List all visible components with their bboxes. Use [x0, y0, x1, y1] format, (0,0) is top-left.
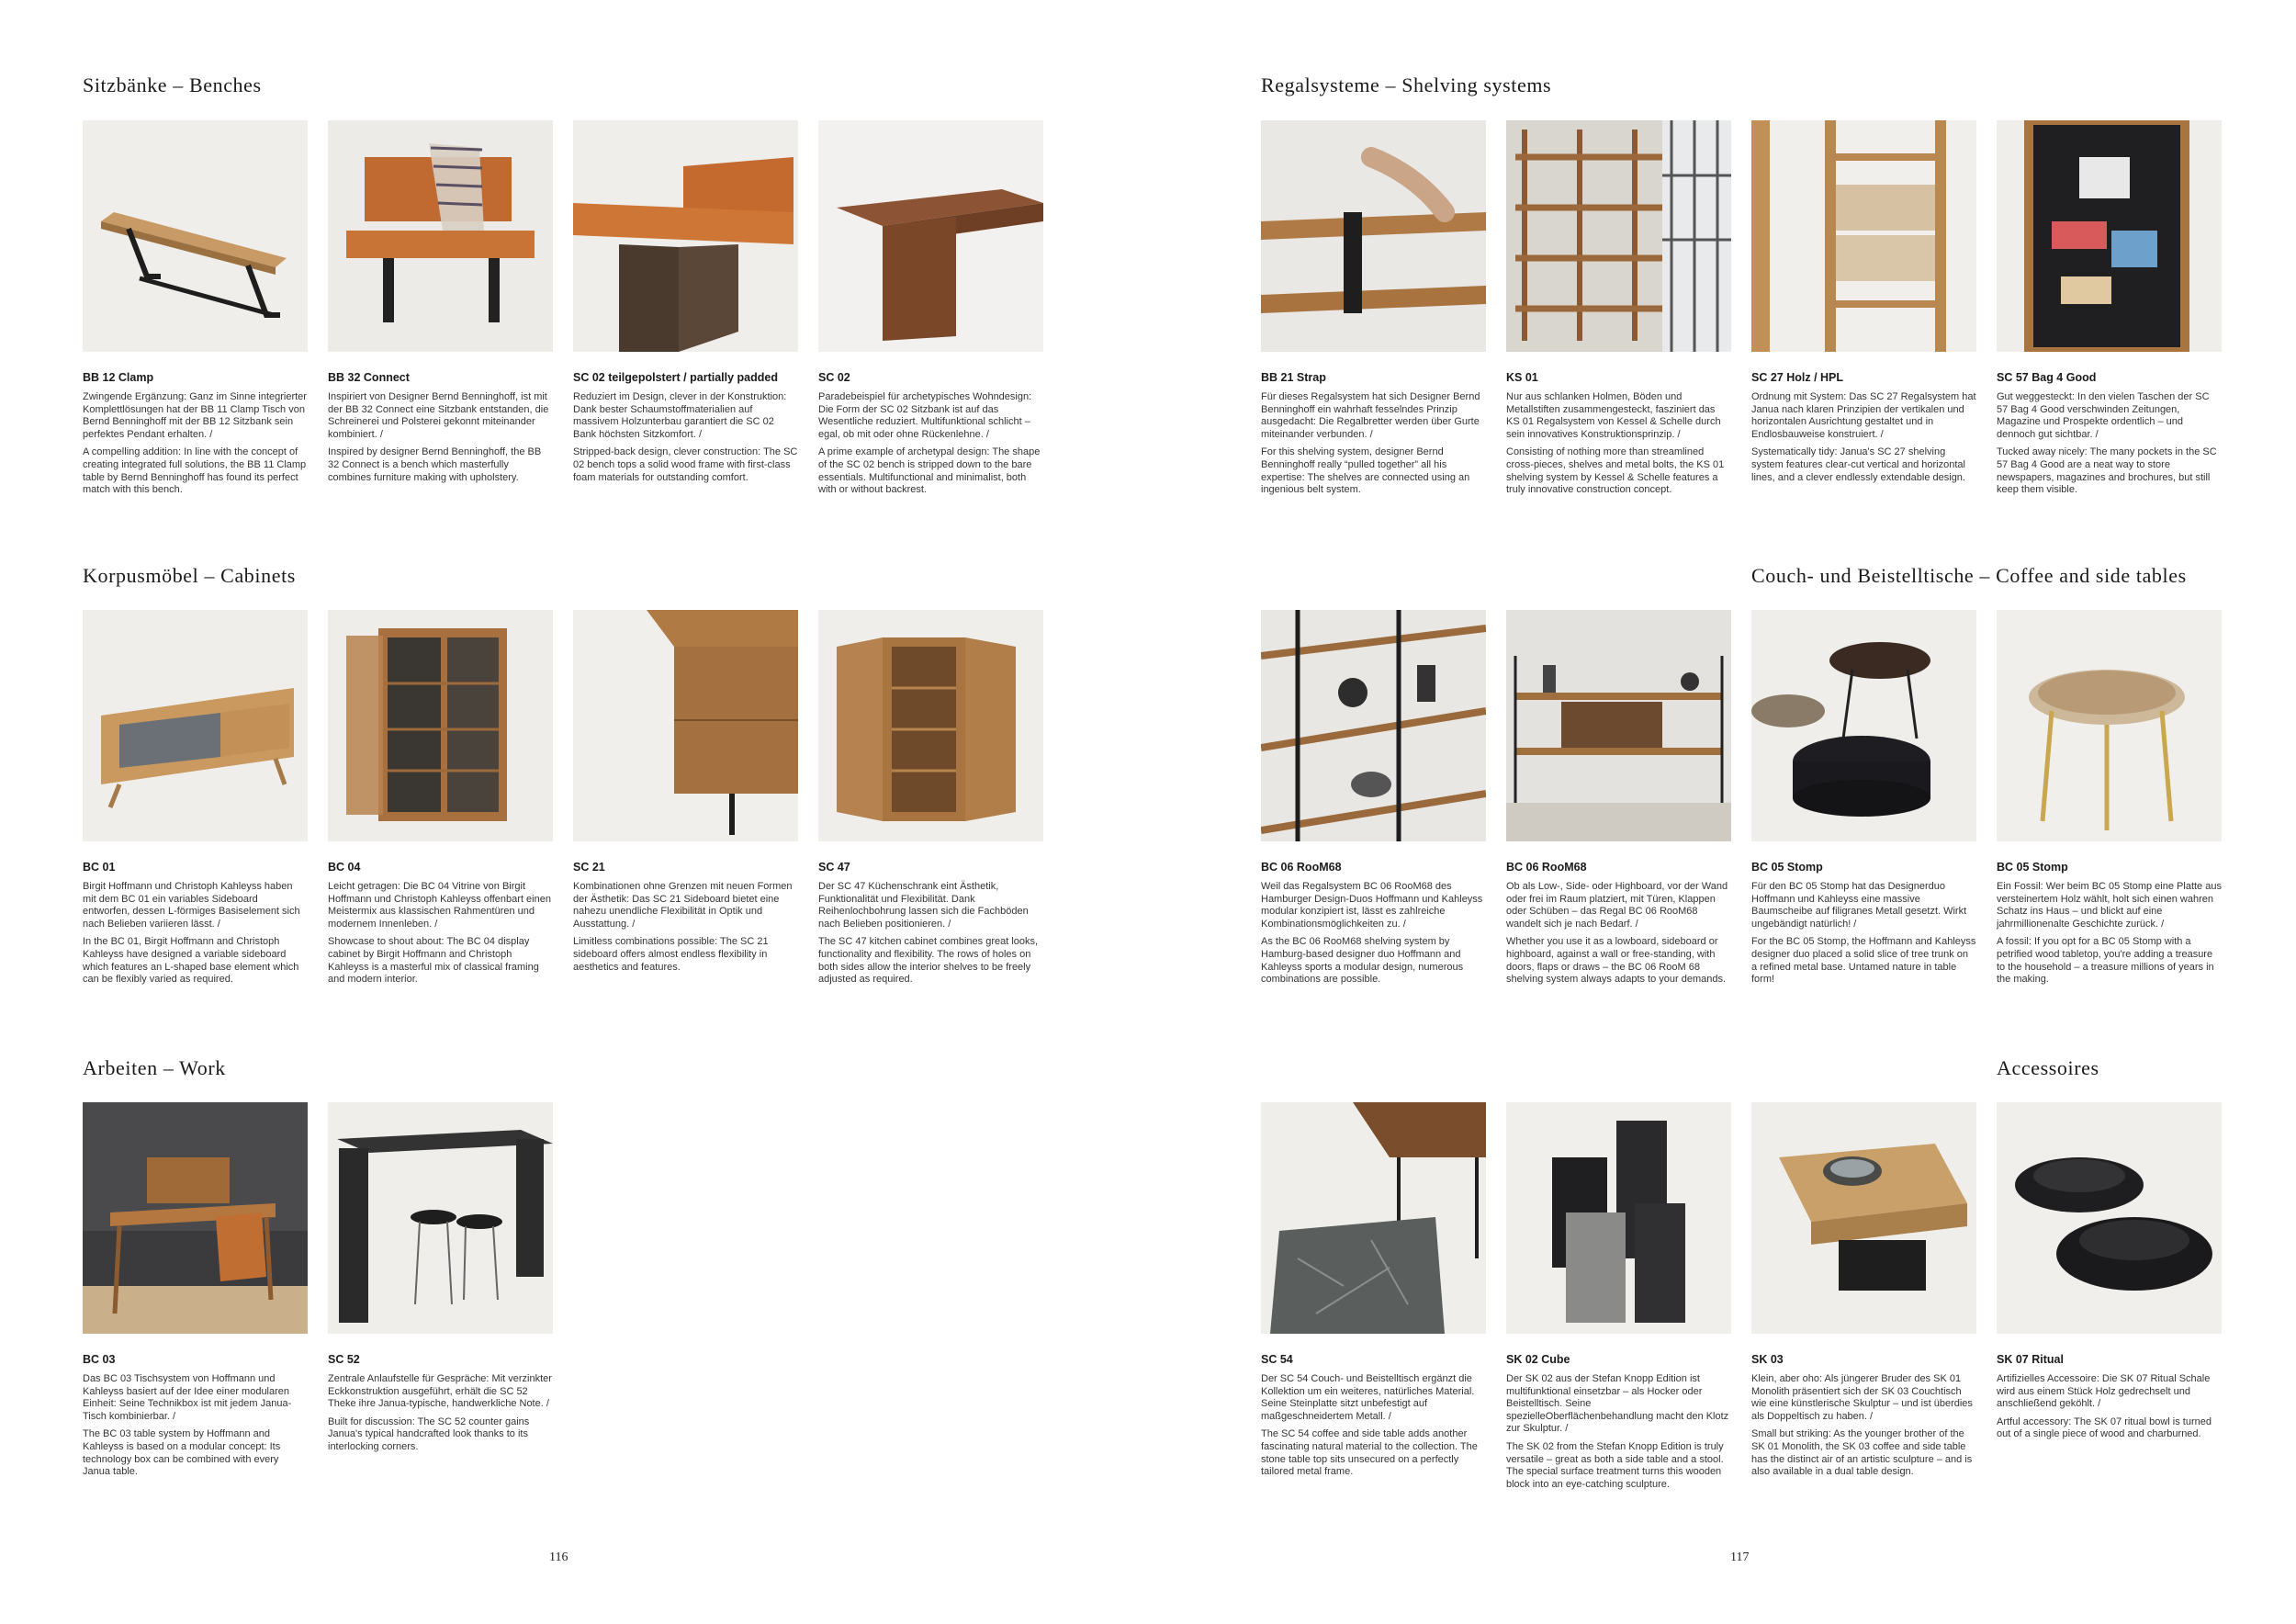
product-desc-en: The SC 54 coffee and side table adds another fascinating natural material to the collection. The stone table top sits unsecured on a perfectly tailored metal frame. [1261, 1428, 1478, 1478]
product-name: BC 06 RooM68 [1261, 861, 1342, 874]
product-bc05-b [1997, 610, 2222, 987]
product-sk03 [1751, 1102, 1976, 1479]
product-name: BB 12 Clamp [83, 371, 154, 384]
product-desc-en: Whether you use it as a lowboard, sideboard or highboard, against a wall or free-standing, with doors, flaps or draws – the BC 06 RooM 68 shelving system always adapts to your demands. [1506, 936, 1727, 986]
product-desc-de: Paradebeispiel für archetypisches Wohndesign: Die Form der SC 02 Sitzbank ist auf das Wesentliche reduziert. Multifunktional schlicht – egal, ob mit oder ohne Rückenlehne. / [818, 391, 1032, 440]
product-photo-sc54 [1261, 1102, 1486, 1334]
product-desc-de: Für dieses Regalsystem hat sich Designer Bernd Benninghoff ein wahrhaft fesselndes Prinzip ausgedacht: Die Regalbretter werden über Gurte miteinander verbunden. / [1261, 391, 1480, 440]
product-desc-de: Kombinationen ohne Grenzen mit neuen Formen der Ästhetik: Das SC 21 Sideboard bietet eine nahezu unendliche Flexibilität in Optik und Ausstattung. / [573, 881, 793, 930]
product-photo-bc01 [83, 610, 308, 841]
product-bb12 [83, 120, 308, 497]
product-photo-sk03 [1751, 1102, 1976, 1334]
page-right [1148, 0, 2296, 1624]
product-ks01 [1506, 120, 1731, 497]
product-bb32 [328, 120, 553, 484]
product-desc-en: Built for discussion: The SC 52 counter gains Janua's typical handcrafted look thanks to its interlocking corners. [328, 1415, 530, 1452]
section-title-cabinets: Korpusmöbel – Cabinets [83, 564, 296, 587]
product-desc-de: Birgit Hoffmann und Christoph Kahleyss haben mit dem BC 01 ein variables Sideboard entworfen, dessen L-förmiges Basiselement sich nach Belieben variieren lässt. / [83, 881, 300, 930]
product-desc-de: Klein, aber oho: Als jüngerer Bruder des SK 01 Monolith präsentiert sich der SK 03 Couchtisch wie eine künstlerische Skulptur – und ist überdies als Doppeltisch zu haben. / [1751, 1373, 1973, 1422]
product-bc01 [83, 610, 308, 987]
product-photo-bb32 [328, 120, 553, 352]
product-name: SC 02 [818, 371, 850, 384]
product-desc-en: The SK 02 from the Stefan Knopp Edition is truly versatile – great as both a side table and a stool. The special surface treatment turns this wooden block into an eye-catching sculpture. [1506, 1440, 1724, 1490]
product-photo-bc05-b [1997, 610, 2222, 841]
section-title-benches: Sitzbänke – Benches [83, 73, 262, 96]
product-name: BC 05 Stomp [1997, 861, 2068, 874]
product-photo-bc05-a [1751, 610, 1976, 841]
product-name: SC 52 [328, 1353, 360, 1366]
product-sc57 [1997, 120, 2222, 497]
product-desc-en: A prime example of archetypal design: The shape of the SC 02 bench is stripped down to the bare essentials. Multifunctional and minimalist, both with or without backrest. [818, 446, 1041, 496]
product-desc-de: Das BC 03 Tischsystem von Hoffmann und Kahleyss basiert auf der Idee einer modularen Einheit: Seine Technikbox ist mit jedem Janua-Tisch kombinierbar. / [83, 1373, 292, 1422]
product-desc-de: Weil das Regalsystem BC 06 RooM68 des Hamburger Design-Duos Hoffmann und Kahleyss modular konzipiert ist, lässt es zahlreiche Kombinationsmöglichkeiten zu. / [1261, 881, 1483, 930]
product-desc-de: Ob als Low-, Side- oder Highboard, vor der Wand oder frei im Raum platziert, mit Türen, Klappen oder Schüben – das Regal BC 06 RooM68 wandelt sich je nach Bedarf. / [1506, 881, 1728, 930]
product-name: BC 05 Stomp [1751, 861, 1823, 874]
product-desc-de: Der SC 47 Küchenschrank eint Ästhetik, Funktionalität und Flexibilität. Dank Reihenlochbohrung lassen sich die Fachböden nach Belieben positionieren. / [818, 881, 1029, 930]
product-desc-en: Tucked away nicely: The many pockets in the SC 57 Bag 4 Good are a neat way to store newspapers, magazines and brochures, but still keep them visible. [1997, 446, 2217, 496]
product-name: BC 04 [328, 861, 361, 874]
product-desc-de: Ordnung mit System: Das SC 27 Regalsystem hat Janua nach klaren Prinzipien der vertikalen und horizontalen Ausrichtung gestaltet und in Endlosbauweise konstruiert. / [1751, 391, 1976, 440]
product-name: SK 07 Ritual [1997, 1353, 2064, 1366]
product-desc-de: Nur aus schlanken Holmen, Böden und Metallstiften zusammengesteckt, fasziniert das KS 01 Regalsystem von Kessel & Schelle durch sein innovatives Konstruktionsprinzip. / [1506, 391, 1721, 440]
product-name: SC 21 [573, 861, 605, 874]
product-photo-bc06-b [1506, 610, 1731, 841]
product-desc-de: Ein Fossil: Wer beim BC 05 Stomp eine Platte aus versteinertem Holz wählt, holt sich einen wahren Schatz ins Haus – und blickt auf eine jahrmillionenalte Geschichte zurück. / [1997, 881, 2222, 930]
product-bc06-a [1261, 610, 1486, 987]
product-name: SC 54 [1261, 1353, 1293, 1366]
product-desc-en: The SC 47 kitchen cabinet combines great looks, functionality and flexibility. The rows of holes on both sides allow the interior shelves to be freely adjusted as required. [818, 936, 1039, 986]
product-photo-sc47 [818, 610, 1043, 841]
product-desc-en: In the BC 01, Birgit Hoffmann and Christoph Kahleyss have designed a variable sideboard which features an L-shaped base element which can be flexibly varied as required. [83, 936, 299, 986]
product-name: SC 47 [818, 861, 850, 874]
product-bb21 [1261, 120, 1486, 497]
product-desc-de: Für den BC 05 Stomp hat das Designerduo Hoffmann und Kahleyss eine massive Baumscheibe auf filigranes Metall gesetzt. Wirkt ungebändigt natürlich! / [1751, 881, 1967, 930]
product-desc-de: Artifizielles Accessoire: Die SK 07 Ritual Schale wird aus einem Stück Holz gedrechselt und anschließend geköhlt. / [1997, 1373, 2211, 1410]
product-name: BB 21 Strap [1261, 371, 1326, 384]
page-number-right: 117 [1730, 1551, 1750, 1564]
product-name: SC 27 Holz / HPL [1751, 371, 1844, 384]
product-name: SK 03 [1751, 1353, 1784, 1366]
product-desc-en: For the BC 05 Stomp, the Hoffmann and Kahleyss designer duo placed a solid slice of tree trunk on a refined metal base. Untamed nature in table form! [1751, 936, 1976, 986]
product-sc47 [818, 610, 1043, 987]
product-name: KS 01 [1506, 371, 1538, 384]
product-sk07 [1997, 1102, 2222, 1441]
product-name: BB 32 Connect [328, 371, 410, 384]
product-sc27 [1751, 120, 1976, 484]
section-title-shelving: Regalsysteme – Shelving systems [1261, 73, 1552, 96]
product-desc-en: Inspired by designer Bernd Benninghoff, the BB 32 Connect is a bench which masterfully combines furniture making with upholstery. [328, 446, 542, 483]
product-desc-de: Zwingende Ergänzung: Ganz im Sinne integrierter Komplettlösungen hat der BB 11 Clamp Tisch von Bernd Benninghoff mit der BB 12 Sitzbank sein perfektes Pendant erhalten. / [83, 391, 307, 440]
product-desc-en: Showcase to shout about: The BC 04 display cabinet by Birgit Hoffmann and Christoph Kahleyss is a masterful mix of classical framing and modern interior. [328, 936, 539, 986]
product-desc-en: A fossil: If you opt for a BC 05 Stomp with a petrified wood tabletop, you're adding a treasure to the household – a treasure millions of years in the making. [1997, 936, 2214, 986]
product-desc-de: Reduziert im Design, clever in der Konstruktion: Dank bester Schaumstoffmaterialien auf massivem Holzunterbau garantiert die SC 02 Bank höchsten Sitzkomfort. / [573, 391, 787, 440]
product-desc-en: Limitless combinations possible: The SC 21 sideboard offers almost endless flexibility in aesthetics and features. [573, 936, 769, 973]
product-desc-en: The BC 03 table system by Hoffmann and Kahleyss is based on a modular concept: Its technology box can be combined with every Janua table. [83, 1428, 281, 1478]
product-name: SC 57 Bag 4 Good [1997, 371, 2097, 384]
product-sc54 [1261, 1102, 1486, 1479]
product-desc-de: Der SK 02 aus der Stefan Knopp Edition ist multifunktional einsetzbar – als Hocker oder Beistelltisch. Seine spezielleOberflächenbehandlung macht den Klotz zur Skulptur. / [1506, 1373, 1729, 1435]
product-name: SC 02 teilgepolstert / partially padded [573, 371, 778, 384]
product-desc-de: Inspiriert von Designer Bernd Benninghoff, ist mit der BB 32 Connect eine Sitzbank entstanden, die Schreinerei und Polsterei gekonnt miteinander kombiniert. / [328, 391, 549, 440]
product-photo-bc06-a [1261, 610, 1486, 841]
product-desc-en: Small but striking: As the younger brother of the SK 01 Monolith, the SK 03 coffee and side table has the distinct air of an artistic sculpture – and is also available in a dual table design. [1751, 1428, 1973, 1478]
product-name: BC 06 RooM68 [1506, 861, 1587, 874]
product-sc02-padded [573, 120, 798, 484]
product-photo-sc02-padded [573, 120, 798, 352]
product-desc-de: Leicht getragen: Die BC 04 Vitrine von Birgit Hoffmann und Christoph Kahleyss offenbart einen Meistermix aus klassischen Rahmentüren und modernem Innenleben. / [328, 881, 551, 930]
product-desc-en: A compelling addition: In line with the concept of creating integrated full solutions, the BB 11 Clamp table by Bernd Benninghoff has found its perfect match with this bench. [83, 446, 307, 496]
product-photo-sk02 [1506, 1102, 1731, 1334]
product-sc52 [328, 1102, 553, 1454]
section-title-work: Arbeiten – Work [83, 1056, 226, 1079]
product-desc-en: Artful accessory: The SK 07 ritual bowl is turned out of a single piece of wood and charburned. [1997, 1415, 2212, 1440]
product-desc-de: Der SC 54 Couch- und Beistelltisch ergänzt die Kollektion um ein weiteres, natürliches Material. Seine Steinplatte sitzt unbefestigt auf maßgeschneidertem Metall. / [1261, 1373, 1475, 1422]
product-bc04 [328, 610, 553, 987]
product-sk02 [1506, 1102, 1731, 1491]
product-photo-sc27 [1751, 120, 1976, 352]
product-desc-de: Gut weggesteckt: In den vielen Taschen der SC 57 Bag 4 Good verschwinden Zeitungen, Magazine und Prospekte ordentlich – und dennoch gut sichtbar. / [1997, 391, 2210, 440]
product-desc-en: Stripped-back design, clever construction: The SC 02 bench tops a solid wood frame with first-class foam materials for outstanding comfort. [573, 446, 798, 483]
product-bc05-a [1751, 610, 1976, 987]
product-desc-en: As the BC 06 RooM68 shelving system by Hamburg-based designer duo Hoffmann and Kahleyss sports a modular design, numerous combinations are possible. [1261, 936, 1464, 986]
product-desc-de: Zentrale Anlaufstelle für Gespräche: Mit verzinkter Eckkonstruktion ausgeführt, erhält die SC 52 Theke ihre Janua-typische, handwerkliche Note. / [328, 1373, 552, 1410]
product-photo-sc02 [818, 120, 1043, 352]
product-photo-sc57 [1997, 120, 2222, 352]
product-photo-ks01 [1506, 120, 1731, 352]
product-photo-bb21 [1261, 120, 1486, 352]
product-sc02 [818, 120, 1043, 497]
product-photo-bb12 [83, 120, 308, 352]
product-photo-bc03 [83, 1102, 308, 1334]
product-bc06-b [1506, 610, 1731, 987]
product-name: SK 02 Cube [1506, 1353, 1570, 1366]
section-title-tables: Couch- und Beistelltische – Coffee and side tables [1751, 564, 2187, 587]
product-photo-sc21 [573, 610, 798, 841]
product-desc-en: Systematically tidy: Janua's SC 27 shelving system features clear-cut vertical and horizontal lines, and a clever endlessly extendable design. [1751, 446, 1965, 483]
section-title-accessories: Accessoires [1997, 1056, 2099, 1079]
product-name: BC 03 [83, 1353, 116, 1366]
product-desc-en: Consisting of nothing more than streamlined cross-pieces, shelves and metal bolts, the KS 01 shelving system by Kessel & Schelle features a truly innovative construction concept. [1506, 446, 1725, 496]
product-name: BC 01 [83, 861, 116, 874]
product-bc03 [83, 1102, 308, 1479]
page-number-left: 116 [549, 1551, 568, 1564]
product-desc-en: For this shelving system, designer Bernd Benninghoff really “pulled together” all his expertise: The shelves are connected using an ingenious belt system. [1261, 446, 1470, 496]
product-photo-bc04 [328, 610, 553, 841]
product-sc21 [573, 610, 798, 974]
product-photo-sk07 [1997, 1102, 2222, 1334]
product-photo-sc52 [328, 1102, 553, 1334]
